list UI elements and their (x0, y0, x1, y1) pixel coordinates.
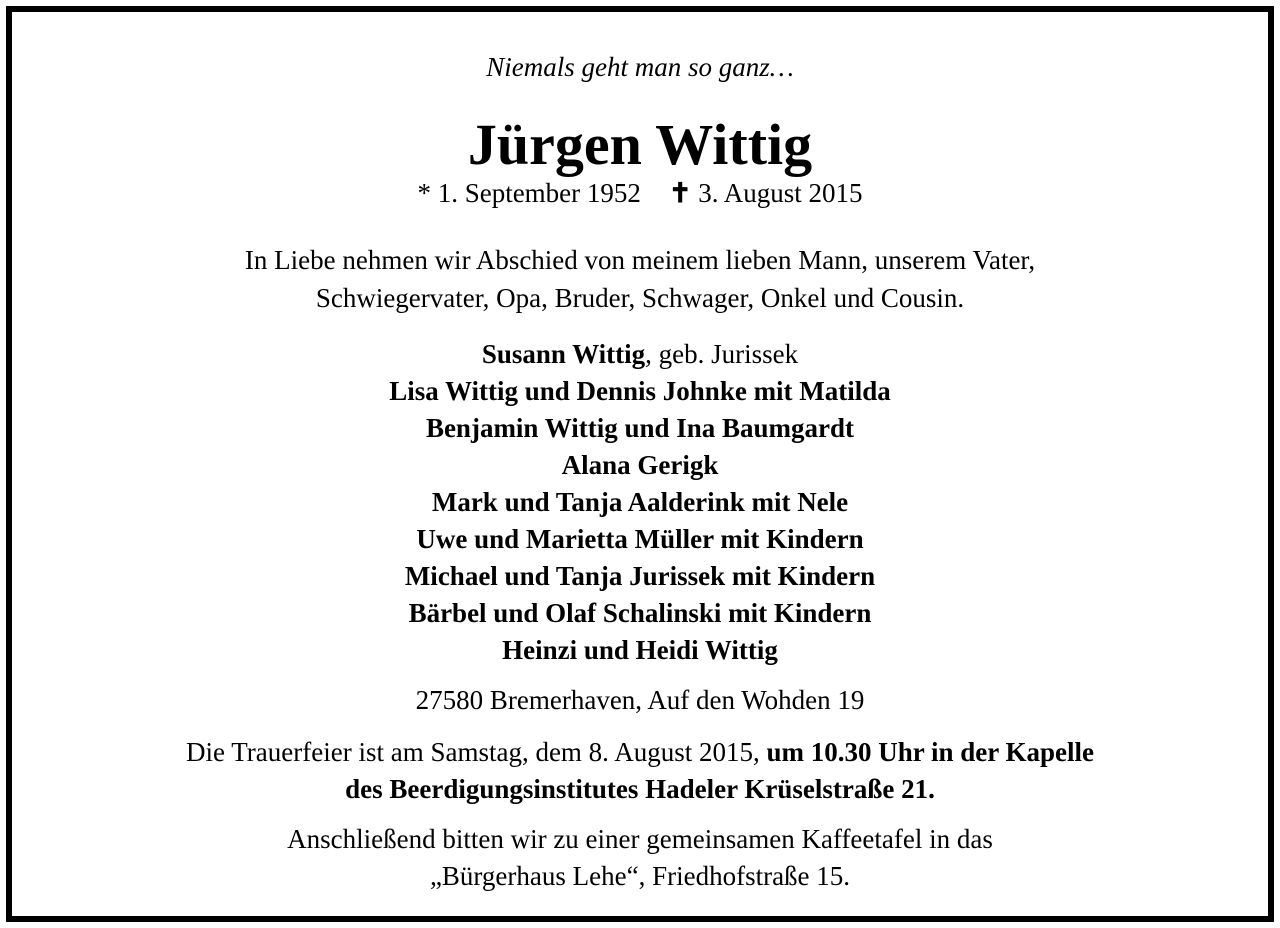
birth-date: * 1. September 1952 (417, 178, 641, 208)
reception-info (12, 821, 1268, 895)
mourners-list (12, 336, 1268, 669)
obituary-frame (6, 6, 1274, 922)
farewell-line: Schwiegervater, Opa, Bruder, Schwager, Onkel und Cousin. (315, 283, 965, 313)
deceased-name: Jürgen Wittig (467, 112, 813, 177)
ceremony-location: des Beerdigungsinstitutes Hadeler Krüselstraße 21. (345, 774, 935, 804)
ceremony-info (12, 734, 1268, 808)
mourner-line: Heinzi und Heidi Wittig (502, 635, 778, 665)
mourner-primary (12, 336, 1268, 373)
mourner-line: Alana Gerigk (561, 450, 719, 480)
life-dates (12, 176, 1268, 210)
mourner-line: Bärbel und Olaf Schalinski mit Kindern (408, 598, 872, 628)
mourner-line: Lisa Wittig und Dennis Johnke mit Matilda (389, 376, 891, 406)
motto: Niemals geht man so ganz… (486, 52, 794, 82)
mourner-line: Uwe und Marietta Müller mit Kindern (416, 524, 864, 554)
mourner-line: Michael und Tanja Jurissek mit Kindern (404, 561, 876, 591)
mourner-line: Benjamin Wittig und Ina Baumgardt (425, 413, 855, 443)
ceremony-line (12, 734, 1268, 771)
cross-icon: ✝ (668, 178, 692, 208)
ceremony-date: Die Trauerfeier ist am Samstag, dem 8. August 2015, (186, 737, 760, 767)
farewell-line: In Liebe nehmen wir Abschied von meinem lieben Mann, unserem Vater, (244, 245, 1036, 275)
reception-line: „Bürgerhaus Lehe“, Friedhofstraße 15. (429, 861, 851, 891)
death-date: 3. August 2015 (698, 178, 863, 208)
mourner-line: Mark und Tanja Aalderink mit Nele (431, 487, 849, 517)
family-address: 27580 Bremerhaven, Auf den Wohden 19 (415, 685, 865, 715)
ceremony-time-place: um 10.30 Uhr in der Kapelle (766, 737, 1094, 767)
farewell-text (12, 241, 1268, 317)
mourner-primary-name: Susann Wittig (481, 339, 646, 369)
reception-line: Anschließend bitten wir zu einer gemeinsamen Kaffeetafel in das (287, 824, 993, 854)
mourner-primary-suffix: , geb. Jurissek (645, 339, 799, 369)
